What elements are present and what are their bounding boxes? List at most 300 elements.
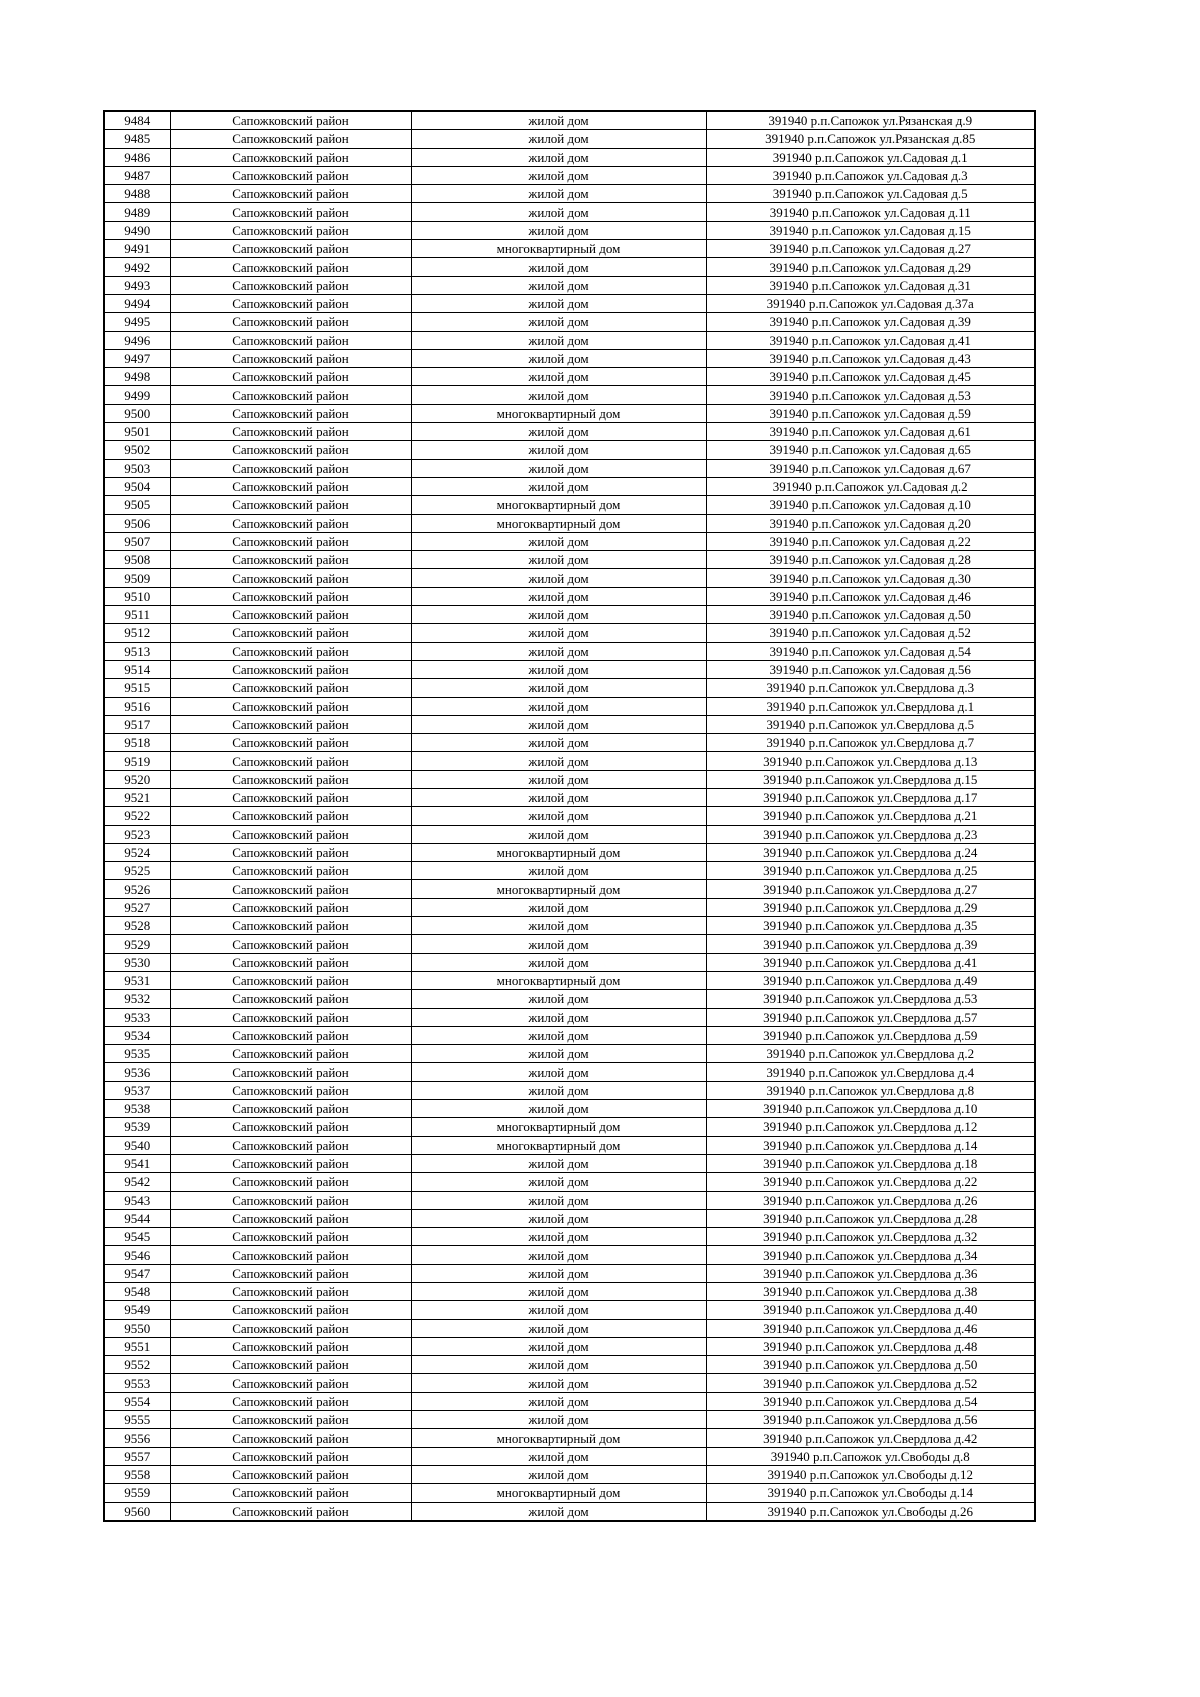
row-number-cell: 9539 [104,1118,170,1136]
address-cell: 391940 р.п.Сапожок ул.Свердлова д.1 [706,697,1035,715]
district-cell: Сапожковский район [170,752,411,770]
district-cell: Сапожковский район [170,642,411,660]
row-number-cell: 9488 [104,185,170,203]
district-cell: Сапожковский район [170,185,411,203]
building-type-cell: многоквартирный дом [411,514,706,532]
district-cell: Сапожковский район [170,1154,411,1172]
district-cell: Сапожковский район [170,477,411,495]
district-cell: Сапожковский район [170,148,411,166]
district-cell: Сапожковский район [170,368,411,386]
row-number-cell: 9516 [104,697,170,715]
building-type-cell: жилой дом [411,203,706,221]
district-cell: Сапожковский район [170,130,411,148]
row-number-cell: 9528 [104,917,170,935]
row-number-cell: 9556 [104,1429,170,1447]
row-number-cell: 9549 [104,1301,170,1319]
table-row [104,313,1035,331]
table-row [104,1118,1035,1136]
building-type-cell: жилой дом [411,294,706,312]
address-cell: 391940 р.п.Сапожок ул.Свердлова д.10 [706,1100,1035,1118]
building-type-cell: жилой дом [411,697,706,715]
table-row [104,1447,1035,1465]
table-row [104,1264,1035,1282]
address-cell: 391940 р.п.Сапожок ул.Свердлова д.48 [706,1337,1035,1355]
building-type-cell: жилой дом [411,1337,706,1355]
building-type-cell: жилой дом [411,111,706,130]
district-cell: Сапожковский район [170,1081,411,1099]
building-type-cell: многоквартирный дом [411,1484,706,1502]
address-cell: 391940 р.п.Сапожок ул.Свердлова д.5 [706,715,1035,733]
row-number-cell: 9535 [104,1045,170,1063]
table-row [104,441,1035,459]
table-row [104,990,1035,1008]
table-row [104,642,1035,660]
district-cell: Сапожковский район [170,1356,411,1374]
building-type-cell: жилой дом [411,1209,706,1227]
table-row [104,477,1035,495]
row-number-cell: 9545 [104,1228,170,1246]
district-cell: Сапожковский район [170,1502,411,1521]
building-type-cell: многоквартирный дом [411,1136,706,1154]
district-cell: Сапожковский район [170,1063,411,1081]
row-number-cell: 9555 [104,1411,170,1429]
table-row [104,1392,1035,1410]
row-number-cell: 9533 [104,1008,170,1026]
address-cell: 391940 р.п.Сапожок ул.Свердлова д.13 [706,752,1035,770]
row-number-cell: 9494 [104,294,170,312]
table-row [104,1283,1035,1301]
address-cell: 391940 р.п.Сапожок ул.Садовая д.39 [706,313,1035,331]
table-row [104,1356,1035,1374]
table-row [104,1026,1035,1044]
building-type-cell: жилой дом [411,715,706,733]
table-row [104,624,1035,642]
address-cell: 391940 р.п.Сапожок ул.Свердлова д.46 [706,1319,1035,1337]
address-cell: 391940 р.п.Сапожок ул.Садовая д.65 [706,441,1035,459]
table-row [104,386,1035,404]
district-cell: Сапожковский район [170,898,411,916]
building-type-cell: жилой дом [411,130,706,148]
address-cell: 391940 р.п.Сапожок ул.Садовая д.50 [706,606,1035,624]
building-type-cell: многоквартирный дом [411,880,706,898]
building-type-cell: жилой дом [411,441,706,459]
address-cell: 391940 р.п.Сапожок ул.Свердлова д.7 [706,734,1035,752]
address-cell: 391940 р.п.Сапожок ул.Свердлова д.27 [706,880,1035,898]
district-cell: Сапожковский район [170,1026,411,1044]
address-cell: 391940 р.п.Сапожок ул.Свердлова д.15 [706,770,1035,788]
row-number-cell: 9522 [104,807,170,825]
building-type-cell: жилой дом [411,624,706,642]
address-cell: 391940 р.п.Сапожок ул.Садовая д.15 [706,221,1035,239]
building-type-cell: жилой дом [411,862,706,880]
building-type-cell: жилой дом [411,1246,706,1264]
building-type-cell: жилой дом [411,1173,706,1191]
table-row [104,569,1035,587]
district-cell: Сапожковский район [170,349,411,367]
address-cell: 391940 р.п.Сапожок ул.Садовая д.45 [706,368,1035,386]
district-cell: Сапожковский район [170,679,411,697]
district-cell: Сапожковский район [170,825,411,843]
address-cell: 391940 р.п.Сапожок ул.Садовая д.27 [706,240,1035,258]
row-number-cell: 9526 [104,880,170,898]
address-cell: 391940 р.п.Сапожок ул.Свердлова д.52 [706,1374,1035,1392]
building-type-cell: жилой дом [411,1063,706,1081]
table-row [104,788,1035,806]
row-number-cell: 9523 [104,825,170,843]
row-number-cell: 9491 [104,240,170,258]
district-cell: Сапожковский район [170,697,411,715]
row-number-cell: 9508 [104,551,170,569]
table-row [104,1374,1035,1392]
address-cell: 391940 р.п.Сапожок ул.Свердлова д.8 [706,1081,1035,1099]
building-type-cell: жилой дом [411,148,706,166]
district-cell: Сапожковский район [170,1411,411,1429]
district-cell: Сапожковский район [170,386,411,404]
row-number-cell: 9499 [104,386,170,404]
row-number-cell: 9524 [104,843,170,861]
address-cell: 391940 р.п.Сапожок ул.Садовая д.41 [706,331,1035,349]
district-cell: Сапожковский район [170,862,411,880]
row-number-cell: 9540 [104,1136,170,1154]
table-row [104,843,1035,861]
district-cell: Сапожковский район [170,514,411,532]
district-cell: Сапожковский район [170,532,411,550]
table-row [104,331,1035,349]
district-cell: Сапожковский район [170,1337,411,1355]
building-type-cell: жилой дом [411,1447,706,1465]
address-cell: 391940 р.п.Сапожок ул.Садовая д.11 [706,203,1035,221]
district-cell: Сапожковский район [170,660,411,678]
building-type-cell: жилой дом [411,642,706,660]
row-number-cell: 9554 [104,1392,170,1410]
row-number-cell: 9493 [104,276,170,294]
table-row [104,715,1035,733]
district-cell: Сапожковский район [170,917,411,935]
table-row [104,935,1035,953]
row-number-cell: 9506 [104,514,170,532]
district-cell: Сапожковский район [170,971,411,989]
row-number-cell: 9502 [104,441,170,459]
building-type-cell: жилой дом [411,1100,706,1118]
row-number-cell: 9512 [104,624,170,642]
building-type-cell: жилой дом [411,1502,706,1521]
row-number-cell: 9525 [104,862,170,880]
building-type-cell: жилой дом [411,788,706,806]
building-type-cell: жилой дом [411,258,706,276]
table-row [104,679,1035,697]
address-cell: 391940 р.п.Сапожок ул.Свердлова д.25 [706,862,1035,880]
district-cell: Сапожковский район [170,551,411,569]
address-cell: 391940 р.п.Сапожок ул.Садовая д.1 [706,148,1035,166]
building-type-cell: жилой дом [411,331,706,349]
district-cell: Сапожковский район [170,166,411,184]
address-cell: 391940 р.п.Сапожок ул.Свободы д.14 [706,1484,1035,1502]
address-cell: 391940 р.п.Сапожок ул.Садовая д.10 [706,496,1035,514]
building-type-cell: жилой дом [411,734,706,752]
building-type-cell: жилой дом [411,1008,706,1026]
table-row [104,770,1035,788]
table-row [104,1136,1035,1154]
address-cell: 391940 р.п.Сапожок ул.Садовая д.22 [706,532,1035,550]
building-type-cell: жилой дом [411,953,706,971]
row-number-cell: 9536 [104,1063,170,1081]
building-type-cell: жилой дом [411,825,706,843]
table-row [104,1429,1035,1447]
district-cell: Сапожковский район [170,1118,411,1136]
row-number-cell: 9559 [104,1484,170,1502]
row-number-cell: 9496 [104,331,170,349]
district-cell: Сапожковский район [170,1209,411,1227]
row-number-cell: 9560 [104,1502,170,1521]
building-type-cell: жилой дом [411,1319,706,1337]
row-number-cell: 9543 [104,1191,170,1209]
table-row [104,496,1035,514]
building-type-cell: жилой дом [411,276,706,294]
table-row [104,221,1035,239]
address-cell: 391940 р.п.Сапожок ул.Свердлова д.35 [706,917,1035,935]
row-number-cell: 9550 [104,1319,170,1337]
table-row [104,368,1035,386]
district-cell: Сапожковский район [170,240,411,258]
row-number-cell: 9531 [104,971,170,989]
row-number-cell: 9500 [104,404,170,422]
building-type-cell: жилой дом [411,368,706,386]
table-row [104,807,1035,825]
building-type-cell: жилой дом [411,1191,706,1209]
district-cell: Сапожковский район [170,953,411,971]
district-cell: Сапожковский район [170,1447,411,1465]
row-number-cell: 9510 [104,587,170,605]
table-row [104,1319,1035,1337]
district-cell: Сапожковский район [170,880,411,898]
district-cell: Сапожковский район [170,587,411,605]
building-type-cell: жилой дом [411,1411,706,1429]
building-type-cell: жилой дом [411,1374,706,1392]
address-table [103,110,1036,1522]
building-type-cell: многоквартирный дом [411,404,706,422]
district-cell: Сапожковский район [170,331,411,349]
building-type-cell: жилой дом [411,898,706,916]
building-type-cell: жилой дом [411,587,706,605]
district-cell: Сапожковский район [170,990,411,1008]
building-type-cell: жилой дом [411,1228,706,1246]
table-row [104,752,1035,770]
building-type-cell: жилой дом [411,1154,706,1172]
row-number-cell: 9492 [104,258,170,276]
district-cell: Сапожковский район [170,788,411,806]
table-row [104,1246,1035,1264]
address-cell: 391940 р.п.Сапожок ул.Садовая д.28 [706,551,1035,569]
building-type-cell: жилой дом [411,1045,706,1063]
address-cell: 391940 р.п.Сапожок ул.Свердлова д.12 [706,1118,1035,1136]
address-cell: 391940 р.п.Сапожок ул.Садовая д.5 [706,185,1035,203]
address-cell: 391940 р.п.Сапожок ул.Свердлова д.2 [706,1045,1035,1063]
building-type-cell: жилой дом [411,532,706,550]
table-row [104,1228,1035,1246]
building-type-cell: многоквартирный дом [411,843,706,861]
table-row [104,862,1035,880]
district-cell: Сапожковский район [170,496,411,514]
row-number-cell: 9527 [104,898,170,916]
row-number-cell: 9530 [104,953,170,971]
row-number-cell: 9511 [104,606,170,624]
row-number-cell: 9541 [104,1154,170,1172]
building-type-cell: жилой дом [411,185,706,203]
table-row [104,130,1035,148]
table-row [104,1465,1035,1483]
building-type-cell: жилой дом [411,1465,706,1483]
table-row [104,404,1035,422]
address-cell: 391940 р.п.Сапожок ул.Свердлова д.49 [706,971,1035,989]
address-cell: 391940 р.п.Сапожок ул.Свердлова д.26 [706,1191,1035,1209]
building-type-cell: жилой дом [411,551,706,569]
table-row [104,148,1035,166]
building-type-cell: жилой дом [411,477,706,495]
row-number-cell: 9484 [104,111,170,130]
table-row [104,587,1035,605]
district-cell: Сапожковский район [170,1246,411,1264]
address-cell: 391940 р.п.Сапожок ул.Садовая д.43 [706,349,1035,367]
table-row [104,514,1035,532]
row-number-cell: 9497 [104,349,170,367]
address-cell: 391940 р.п.Сапожок ул.Свердлова д.34 [706,1246,1035,1264]
table-row [104,349,1035,367]
address-cell: 391940 р.п.Сапожок ул.Садовая д.20 [706,514,1035,532]
row-number-cell: 9490 [104,221,170,239]
district-cell: Сапожковский район [170,459,411,477]
row-number-cell: 9542 [104,1173,170,1191]
district-cell: Сапожковский район [170,441,411,459]
building-type-cell: жилой дом [411,990,706,1008]
address-cell: 391940 р.п.Сапожок ул.Садовая д.67 [706,459,1035,477]
building-type-cell: жилой дом [411,1356,706,1374]
table-row [104,551,1035,569]
district-cell: Сапожковский район [170,1283,411,1301]
building-type-cell: жилой дом [411,1026,706,1044]
building-type-cell: жилой дом [411,935,706,953]
row-number-cell: 9547 [104,1264,170,1282]
row-number-cell: 9537 [104,1081,170,1099]
table-row [104,1301,1035,1319]
row-number-cell: 9546 [104,1246,170,1264]
table-row [104,276,1035,294]
row-number-cell: 9557 [104,1447,170,1465]
table-row [104,734,1035,752]
table-row [104,697,1035,715]
table-row [104,166,1035,184]
address-cell: 391940 р.п.Сапожок ул.Свердлова д.59 [706,1026,1035,1044]
row-number-cell: 9487 [104,166,170,184]
table-row [104,917,1035,935]
building-type-cell: жилой дом [411,1283,706,1301]
table-row [104,1081,1035,1099]
district-cell: Сапожковский район [170,715,411,733]
district-cell: Сапожковский район [170,1008,411,1026]
address-cell: 391940 р.п.Сапожок ул.Свердлова д.28 [706,1209,1035,1227]
table-row [104,880,1035,898]
table-row [104,185,1035,203]
address-cell: 391940 р.п.Сапожок ул.Садовая д.54 [706,642,1035,660]
building-type-cell: жилой дом [411,606,706,624]
table-row [104,825,1035,843]
row-number-cell: 9552 [104,1356,170,1374]
address-cell: 391940 р.п.Сапожок ул.Садовая д.56 [706,660,1035,678]
table-row [104,606,1035,624]
district-cell: Сапожковский район [170,221,411,239]
table-row [104,258,1035,276]
row-number-cell: 9538 [104,1100,170,1118]
address-cell: 391940 р.п.Сапожок ул.Садовая д.30 [706,569,1035,587]
table-row [104,1045,1035,1063]
table-row [104,971,1035,989]
address-cell: 391940 р.п.Сапожок ул.Свердлова д.53 [706,990,1035,1008]
table-row [104,111,1035,130]
district-cell: Сапожковский район [170,423,411,441]
row-number-cell: 9532 [104,990,170,1008]
district-cell: Сапожковский район [170,1392,411,1410]
building-type-cell: многоквартирный дом [411,496,706,514]
address-cell: 391940 р.п.Сапожок ул.Свердлова д.39 [706,935,1035,953]
address-cell: 391940 р.п.Сапожок ул.Свободы д.26 [706,1502,1035,1521]
row-number-cell: 9503 [104,459,170,477]
table-row [104,1411,1035,1429]
table-row [104,294,1035,312]
address-table-body [104,111,1035,1521]
district-cell: Сапожковский район [170,1301,411,1319]
building-type-cell: жилой дом [411,917,706,935]
district-cell: Сапожковский район [170,569,411,587]
district-cell: Сапожковский район [170,1100,411,1118]
building-type-cell: жилой дом [411,1392,706,1410]
row-number-cell: 9520 [104,770,170,788]
address-cell: 391940 р.п.Сапожок ул.Садовая д.37а [706,294,1035,312]
table-row [104,203,1035,221]
building-type-cell: жилой дом [411,386,706,404]
table-row [104,1209,1035,1227]
row-number-cell: 9495 [104,313,170,331]
district-cell: Сапожковский район [170,1374,411,1392]
address-cell: 391940 р.п.Сапожок ул.Свердлова д.32 [706,1228,1035,1246]
address-cell: 391940 р.п.Сапожок ул.Садовая д.53 [706,386,1035,404]
address-cell: 391940 р.п.Сапожок ул.Рязанская д.9 [706,111,1035,130]
table-row [104,660,1035,678]
row-number-cell: 9509 [104,569,170,587]
building-type-cell: жилой дом [411,1301,706,1319]
building-type-cell: жилой дом [411,770,706,788]
row-number-cell: 9514 [104,660,170,678]
district-cell: Сапожковский район [170,734,411,752]
address-cell: 391940 р.п.Сапожок ул.Свердлова д.40 [706,1301,1035,1319]
row-number-cell: 9513 [104,642,170,660]
row-number-cell: 9505 [104,496,170,514]
building-type-cell: жилой дом [411,679,706,697]
address-cell: 391940 р.п.Сапожок ул.Рязанская д.85 [706,130,1035,148]
district-cell: Сапожковский район [170,1045,411,1063]
building-type-cell: многоквартирный дом [411,1118,706,1136]
building-type-cell: жилой дом [411,752,706,770]
table-row [104,240,1035,258]
district-cell: Сапожковский район [170,606,411,624]
district-cell: Сапожковский район [170,1465,411,1483]
address-cell: 391940 р.п.Сапожок ул.Свердлова д.36 [706,1264,1035,1282]
address-cell: 391940 р.п.Сапожок ул.Садовая д.59 [706,404,1035,422]
table-row [104,1100,1035,1118]
address-cell: 391940 р.п.Сапожок ул.Свердлова д.22 [706,1173,1035,1191]
address-cell: 391940 р.п.Сапожок ул.Свердлова д.42 [706,1429,1035,1447]
table-row [104,1337,1035,1355]
table-row [104,898,1035,916]
table-row [104,1173,1035,1191]
